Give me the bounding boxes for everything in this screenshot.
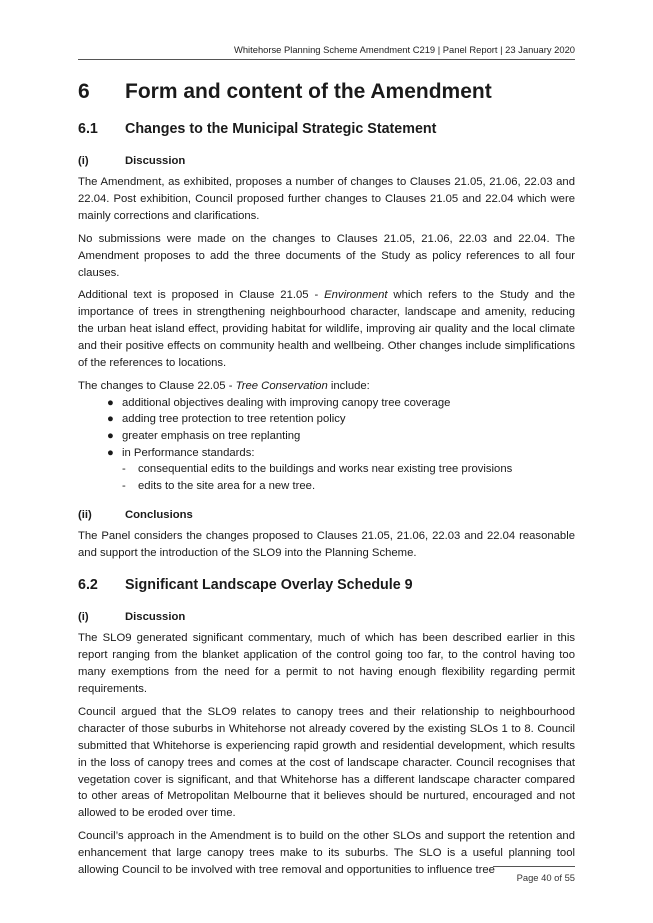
- footer-rule: [493, 866, 575, 867]
- list-item: [106, 445, 575, 495]
- subheading-discussion: [78, 152, 575, 170]
- sub-list: [122, 461, 575, 494]
- paragraph: [78, 378, 575, 395]
- paragraph: The Amendment, as exhibited, proposes a number of changes to Clauses 21.05, 21.06, 22.03 and 22.04. Post exhibition, Council proposed further changes to Clauses 21.05 and 22.04 which were mainly corrections and clarifications.: [78, 176, 575, 222]
- page-body: [78, 74, 575, 879]
- paragraph: Council’s approach in the Amendment is to build on the other SLOs and support the retention and enhancement that large canopy trees make to its suburbs. The SLO is a useful planning tool allowing Council to be involved with tree removal and opportunities to influence tree: [78, 830, 575, 877]
- list-item: [106, 395, 575, 412]
- section-number: 6.1: [78, 121, 98, 137]
- chapter-title: Form and content of the Amendment: [125, 80, 492, 103]
- clause-name: Tree Conservation: [235, 379, 328, 392]
- text-run: Additional text is proposed in Clause 21.05 -: [78, 289, 325, 302]
- paragraph: [78, 287, 575, 372]
- bullet-list: [78, 395, 575, 495]
- bullet-icon: ●: [107, 446, 114, 459]
- bullet-icon: ●: [107, 413, 114, 426]
- bullet-icon: ●: [107, 430, 114, 443]
- running-header: Whitehorse Planning Scheme Amendment C219 | Panel Report | 23 January 2020: [233, 44, 575, 55]
- paragraph: The SLO9 generated significant commentary, much of which has been described earlier in this report ranging from the blanket application of the control going too far, to the control having too many exemptions from the need for a permit to not having enough flexibility regarding permit requirements.: [78, 632, 575, 695]
- section-number: 6.2: [78, 577, 98, 594]
- text-run: include:: [327, 379, 370, 392]
- dash-icon: -: [122, 463, 126, 476]
- list-item-text: additional objectives dealing with improving canopy tree coverage: [122, 396, 451, 409]
- section-title: Significant Landscape Overlay Schedule 9: [125, 577, 413, 594]
- dash-icon: -: [122, 479, 126, 492]
- subheading-conclusions: [78, 506, 575, 524]
- section-title: Changes to the Municipal Strategic Statement: [125, 121, 437, 137]
- subheading-number: (ii): [78, 509, 92, 522]
- subheading-title: Discussion: [125, 155, 186, 167]
- paragraph: No submissions were made on the changes to Clauses 21.05, 21.06, 22.03 and 22.04. The Amendment proposes to add the three documents of the Study as policy references to all four clauses.: [78, 232, 575, 279]
- sub-list-item: [122, 461, 575, 478]
- subheading-number: (i): [78, 611, 89, 624]
- list-item-text: in Performance standards:: [122, 446, 255, 459]
- sub-list-item-text: consequential edits to the buildings and works near existing tree provisions: [138, 463, 513, 476]
- subheading-number: (i): [78, 155, 89, 167]
- bullet-icon: ●: [107, 396, 114, 409]
- sub-list-item: [122, 478, 575, 495]
- paragraph: Council argued that the SLO9 relates to canopy trees and their relationship to neighbourhood character of those suburbs in Whitehorse not already covered by the existing SLOs 1 to 8. Council submitted that Whitehorse is experiencing rapid growth and residential development, which results in the loss of canopy trees and comes at the cost of landscape character. Council recognises that vegetation cover is significant, and that Whitehorse has a different landscape character compared to other areas of Metropolitan Melbourne that it believes should be nurtured, encouraged and not allowed to be eroded over time.: [78, 705, 575, 820]
- section-heading-6-2: [78, 574, 575, 596]
- subheading-title: Conclusions: [125, 509, 193, 522]
- chapter-number: 6: [78, 80, 90, 103]
- header-rule: [78, 59, 575, 60]
- subheading-discussion: [78, 608, 575, 626]
- text-run: The changes to Clause 22.05 -: [78, 379, 236, 392]
- section-heading-6-1: [78, 118, 575, 140]
- clause-name: Environment: [324, 289, 388, 302]
- text-run: which refers to the Study and the importance of trees in strengthening neighbourhood character, landscape and amenity, reducing the urban heat island effect, providing habitat for wildlife, improving air quality and the local climate and their positive effects on community health and wellbeing. Other changes include simplifications of the references to locations.: [78, 289, 575, 370]
- paragraph: The Panel considers the changes proposed to Clauses 21.05, 21.06, 22.03 and 22.04 reasonable and support the introduction of the SLO9 into the Planning Scheme.: [78, 530, 575, 560]
- page-number: Page 40 of 55: [516, 872, 575, 883]
- subheading-title: Discussion: [125, 611, 186, 624]
- list-item: [106, 411, 575, 428]
- chapter-heading: [78, 74, 575, 110]
- list-item-text: greater emphasis on tree replanting: [122, 430, 301, 443]
- list-item-text: adding tree protection to tree retention policy: [122, 413, 346, 426]
- list-item: [106, 428, 575, 445]
- sub-list-item-text: edits to the site area for a new tree.: [138, 479, 316, 492]
